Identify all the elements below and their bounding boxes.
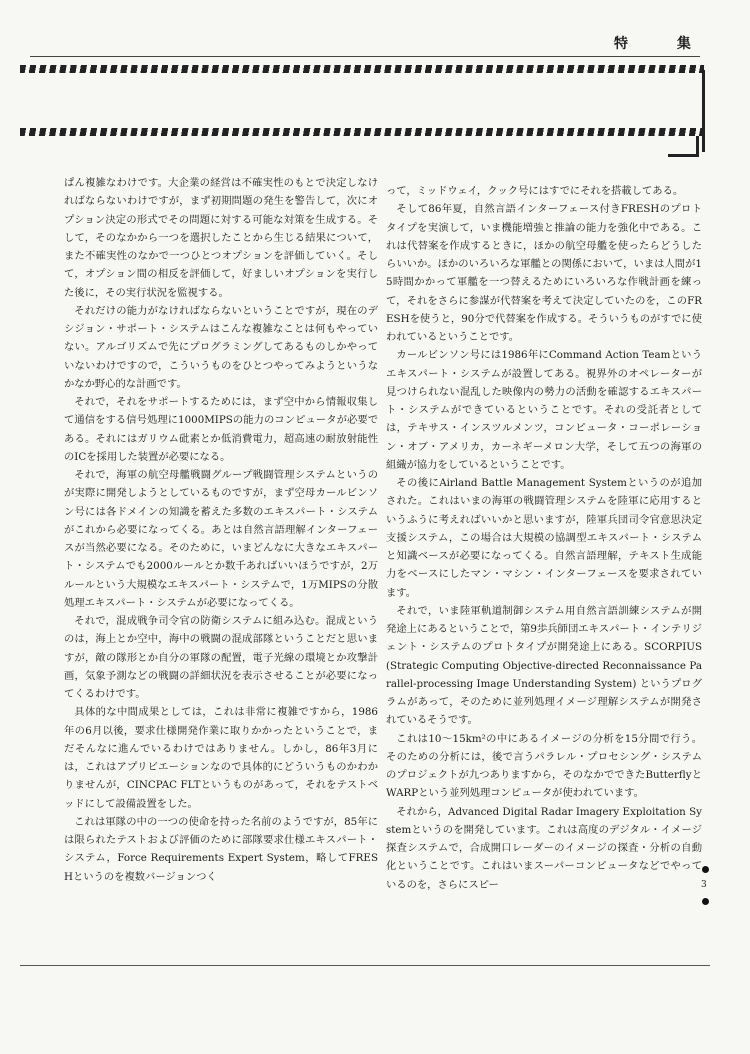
header-rule [30, 56, 700, 57]
paragraph: その後にAirland Battle Management Systemというのが追加された。これはいまの海軍の戦闘管理システムを陸軍に応用するというふうに考えればいいかと思いますが，陸軍兵団司令官意思決定支援システム，この場合は大規模の協調型エキスパート・システムと知識ベースが必要になってくる。自然言語理解，テキスト生成能力をベースにしたマン・マシン・インターフェースを要求されています。 [386, 477, 702, 599]
paragraph: それで，それをサポートするためには，まず空中から情報収集して通信をする信号処理に1000MIPSの能力のコンピュータが必要である。それにはガリウム砒素とか低消費電力，超高速の耐放射能性のICを採用した装置が必要になる。 [64, 396, 378, 463]
paragraph: それで，混成戦争司令官の防衛システムに組み込む。混成というのは，海上とか空中，海中の戦闘の混成部隊ということだと思いますが，敵の隊形とか自分の軍隊の配置，電子光線の環境とか攻撃計画，気象予測などの戦闘の詳細状況を表示させることが必要になってくるわけです。 [64, 615, 378, 700]
paragraph: それで，いま陸軍軌道制御システム用自然言語訓練システムが開発途上にあるということで，第9歩兵師団エキスパート・インテリジェント・システムのプロトタイプが開発途上にある。SCORPIUS (Strategic Computing Objective-directed Reconnaissance Parallel-processing Image Understanding System) というプログラムがあって，そのために並列処理イメージ理解システムが開発されているそうです。 [386, 604, 702, 727]
section-label: 特 集 [614, 36, 713, 52]
margin-bullet-icon [702, 898, 709, 905]
paragraph: そして86年夏，自然言語インターフェース付きFRESHのプロトタイプを実演して，いま機能増強と推論の能力を強化中である。これは代替案を作成するときに，ほかの航空母艦を使ったらどうしたらいいか。ほかのいろいろな軍艦との関係において，いまは人間が15時間かかって軍艦を一つ替えるためにいろいろな作戦計画を練って，それをさらに参謀が代替案を考えて決定していたのを，このFRESHを使うと，90分で代替案を作成する。そういうものがすでに使われているということです。 [386, 203, 702, 343]
paragraph: それから，Advanced Digital Radar Imagery Exploitation Systemというのを開発しています。これは高度のデジタル・イメージ探査システムで，合成開口レーダーのイメージの探査・分析の自動化ということです。これはいまスーパーコンピュータなどでやっているのを，さらにスピー [386, 805, 702, 891]
decorative-bracket [668, 136, 699, 157]
paragraph: 具体的な中間成果としては，これは非常に複雑ですから，1986年の6月以後，要求仕様開発作業に取りかかったということで，まだそんなに進んでいるわけではありません。しかし，86年3月には，これはアプリビエーションなので具体的にどういうものかわかりませんが，CINCPAC FLTというものがあって，それをテストベッドにして設備設置をした。 [64, 706, 378, 810]
right-column [386, 182, 702, 891]
decorative-dashed-border-bottom [20, 128, 704, 136]
paragraph: それだけの能力がなければならないということですが，現在のデシジョン・サポート・システムはこんな複雑なことは何もやっていない。アルゴリズムで先にプログラミングしてあるものしかやっていないわけですので，こういうものをひとつやってみようというなかなか野心的な計画です。 [64, 304, 378, 390]
paragraph: これは軍隊の中の一つの使命を持った名前のようですが，85年には限られたテストおよび評価のために部隊要求仕様エキスパート・システム，Force Requirements Expert System，略してFRESHというのを複数バージョンつく [64, 815, 378, 883]
margin-bullet-icon [702, 866, 709, 873]
footer-rule [20, 965, 710, 966]
decorative-dashed-border-top [20, 65, 704, 73]
paragraph: これは10〜15km²の中にあるイメージの分析を15分間で行う。そのための分析には，後で言うパラレル・プロセシング・システムのプロジェクトが九つありますから，そのなかでできたButterflyとWARPという並列処理コンピュータが使われています。 [386, 732, 702, 800]
page-number: 3 [701, 880, 707, 890]
paragraph: それで，海軍の航空母艦戦闘グループ戦闘管理システムというのが実際に開発しようとしているものですが，まず空母カールビンソン号には各ドメインの知識を蓄えた多数のエキスパート・システムがこれから必要になってくる。あとは自然言語理解インターフェースが当然必要になる。そのために，いまどんなに大きなエキスパート・システムでも2000ルールとか数千あればいいほうですが，2万ルールという大規模なエキスパート・システムで，1万MIPSの分散処理エキスパート・システムが必要になってくる。 [64, 469, 378, 609]
paragraph: カールビンソン号には1986年にCommand Action Teamというエキスパート・システムが設置してある。視界外のオペレーターが見つけられない混乱した映像内の勢力の活動を確認するエキスパート・システムができているということです。それの受託者としては，テキサス・インスツルメンツ，コンピュータ・コーポレーション・オブ・アメリカ，カーネギーメロン大学，そして五つの海軍の組織が協力をしているということです。 [386, 349, 702, 471]
paragraph: って，ミッドウェイ，クック号にはすでにそれを搭載してある。 [386, 185, 684, 197]
left-column [64, 174, 378, 883]
paragraph: ぱん複雑なわけです。大企業の経営は不確実性のもとで決定しなければならないわけですが，まず初期問題の発生を警告して，次にオプション決定の形式でその問題に対する可能な対策を生成する。そして，そのなかから一つを選択したことから生じる結果について，また不確実性のなかで一つひとつオプションを評価していく。そして，オプション間の相反を評価して，好ましいオプションを実行した後に，その実行状況を監視する。 [64, 177, 378, 299]
